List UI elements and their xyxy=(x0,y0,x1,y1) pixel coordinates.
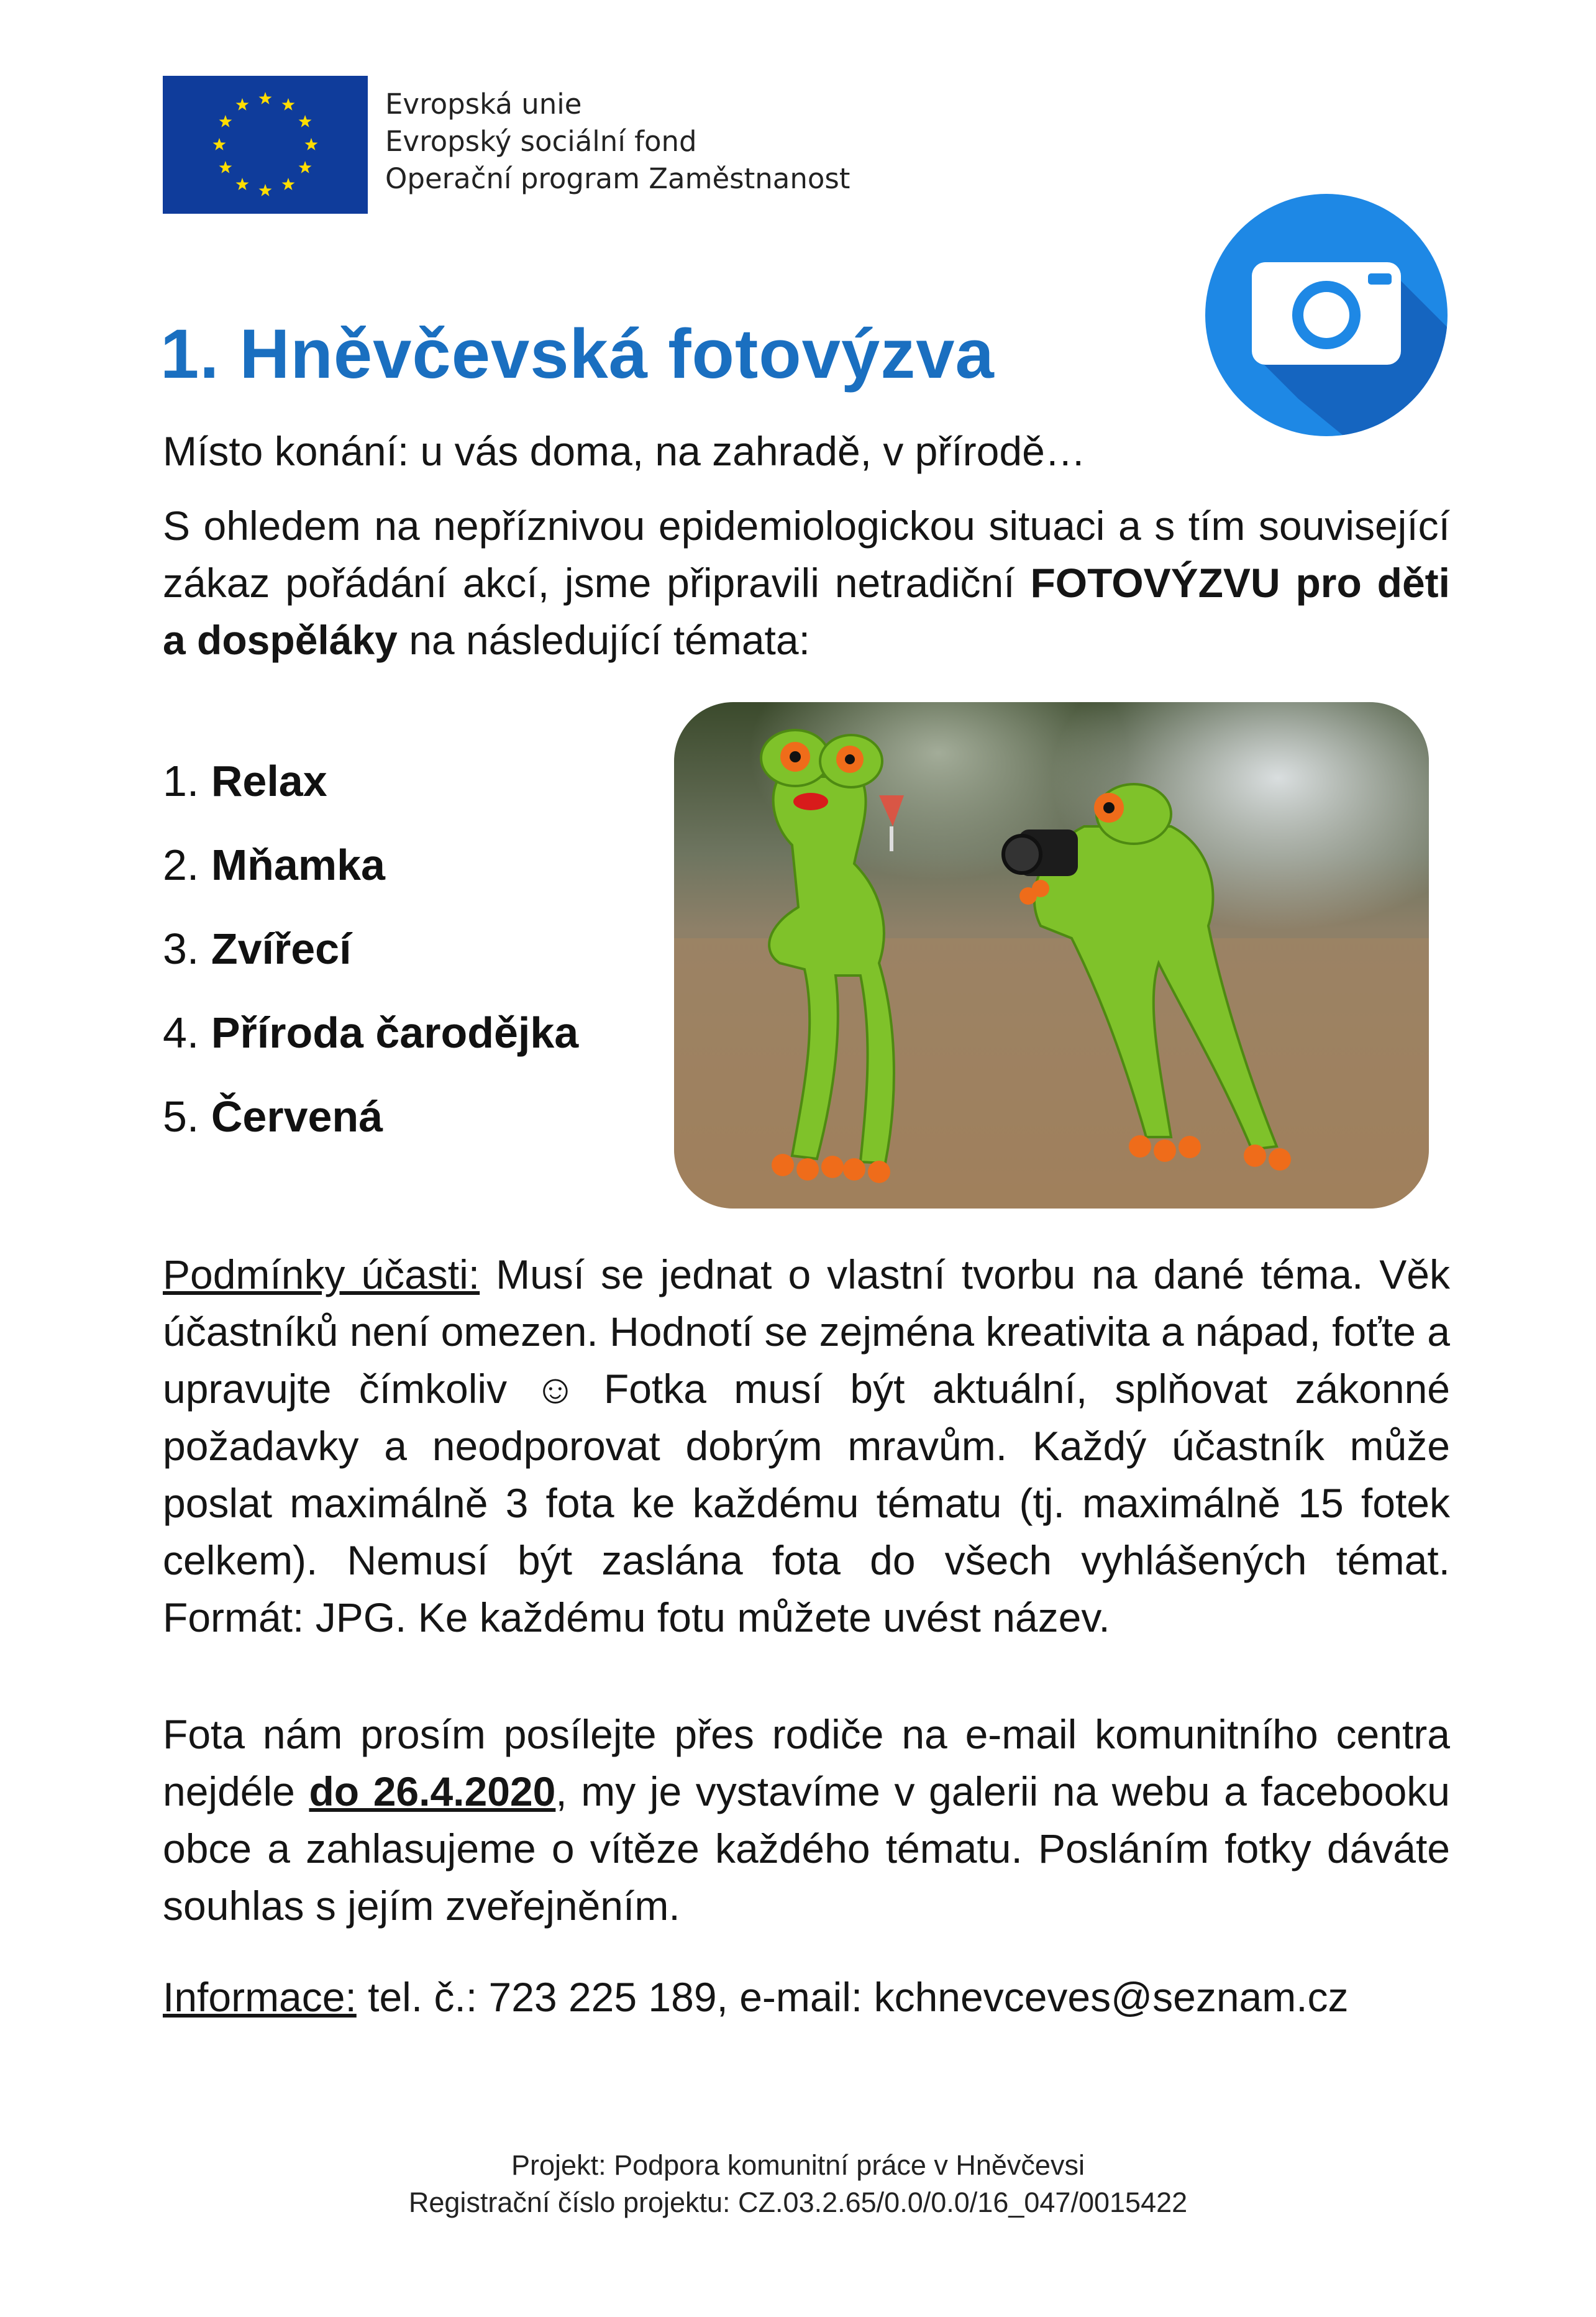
conditions-text: Musí se jednat o vlastní tvorbu na dané téma. Věk účastníků není omezen. Hodnotí se zejména kreativita a nápad, foťte a upravujte čímkoliv ☺ Fotka musí být aktuální, splňovat zákonné požadavky a neodporovat dobrým mravům. Každý účastník může poslat maximálně 3 fota ke každému tématu (tj. maximálně 15 fotek celkem). Nemusí být zaslána fota do všech vyhlášených témat. Formát: JPG. Ke každému fotu můžete uvést název. xyxy=(163,1251,1451,1640)
themes-list xyxy=(163,739,578,1159)
eu-line-2: Evropský sociální fond xyxy=(385,125,697,158)
theme-number: 4. xyxy=(163,1008,199,1057)
theme-name: Zvířecí xyxy=(211,925,352,973)
theme-item xyxy=(163,907,578,991)
send-instructions-paragraph xyxy=(163,1706,1450,1934)
theme-number: 2. xyxy=(163,841,199,889)
theme-name: Červená xyxy=(211,1092,383,1141)
theme-name: Relax xyxy=(211,757,327,805)
eu-line-3: Operační program Zaměstnanost xyxy=(385,162,850,195)
footer xyxy=(0,2147,1596,2221)
deadline-text: do 26.4.2020 xyxy=(309,1768,556,1814)
contact-info xyxy=(163,1968,1450,2026)
camera-icon xyxy=(1205,194,1448,436)
conditions-label: Podmínky účasti: xyxy=(163,1251,480,1297)
send-text-2: , my je vystavíme v galerii na webu a facebooku obce a zahlasujeme o vítěze každého tématu. Posláním fotky dáváte souhlas s jejím zveřejněním. xyxy=(163,1768,1451,1929)
info-text: tel. č.: 723 225 189, e-mail: kchnevceves@seznam.cz xyxy=(356,1974,1349,2020)
footer-registration: Registrační číslo projektu: CZ.03.2.65/0.0/0.0/16_047/0015422 xyxy=(408,2187,1188,2218)
frogs-photo xyxy=(674,702,1429,1209)
send-text-1: Fota nám prosím posílejte přes rodiče na e-mail komunitního centra nejdéle xyxy=(163,1711,1450,1814)
venue-text: Místo konání: u vás doma, na zahradě, v přírodě… xyxy=(163,428,1086,474)
info-label: Informace: xyxy=(163,1974,357,2020)
theme-name: Mňamka xyxy=(211,841,385,889)
theme-number: 1. xyxy=(163,757,199,805)
theme-item xyxy=(163,1075,578,1159)
intro-text-1: S ohledem na nepříznivou epidemiologickou situaci a s tím související zákaz pořádání akcí, jsme připravili netradiční xyxy=(163,503,1450,606)
theme-number: 5. xyxy=(163,1092,199,1141)
conditions-paragraph xyxy=(163,1246,1450,1646)
theme-number: 3. xyxy=(163,925,199,973)
eu-funding-text xyxy=(385,86,850,198)
intro-text-2: na následující témata: xyxy=(397,617,810,663)
theme-item xyxy=(163,739,578,823)
theme-item xyxy=(163,823,578,907)
eu-stars-icon xyxy=(163,76,368,214)
theme-name: Příroda čarodějka xyxy=(211,1008,579,1057)
page-title: 1. Hněvčevská fotovýzva xyxy=(160,315,995,393)
intro-bold-text: FOTOVÝZVU pro děti a dospěláky xyxy=(163,560,1450,663)
footer-project: Projekt: Podpora komunitní práce v Hněvčevsi xyxy=(511,2149,1085,2181)
intro-paragraph xyxy=(163,497,1450,669)
eu-flag-logo xyxy=(163,76,368,214)
eu-line-1: Evropská unie xyxy=(385,88,582,121)
theme-item xyxy=(163,991,578,1075)
